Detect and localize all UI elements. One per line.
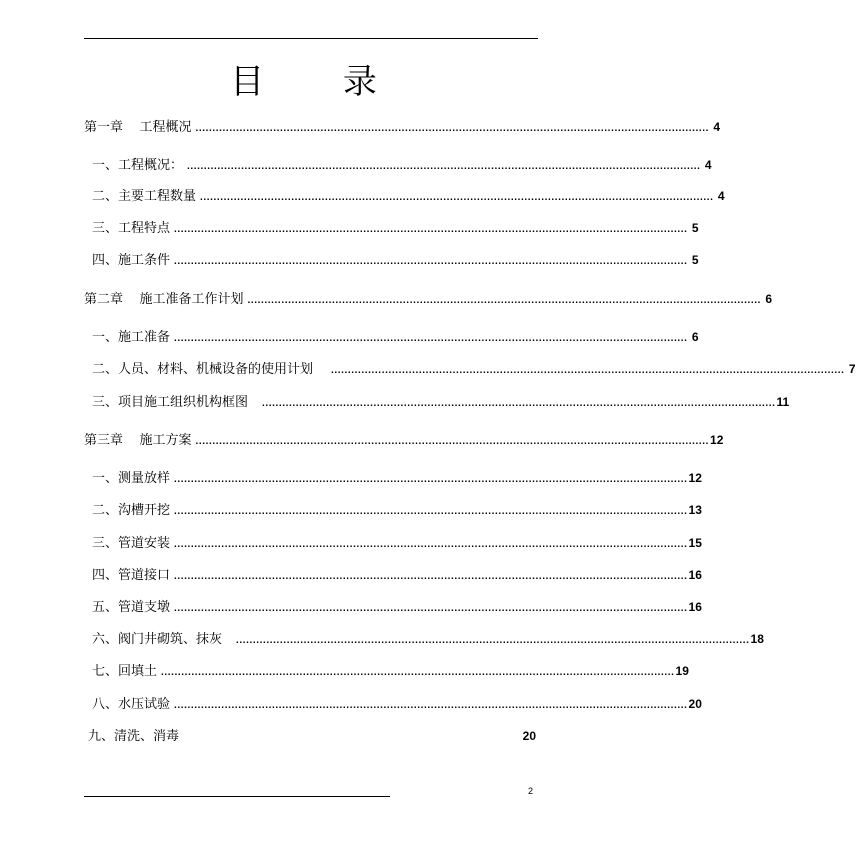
toc-entry-label: 一、施工准备 <box>92 330 171 345</box>
toc-entry[interactable] <box>92 186 725 206</box>
dot-leader: ........................................................................................................................................................ <box>200 192 714 203</box>
toc-entry-label: 三、项目施工组织机构框图 <box>92 395 249 410</box>
toc-entry-page: 16 <box>688 568 702 582</box>
toc-entry[interactable] <box>92 155 712 175</box>
dot-leader: ........................................................................................................................................................ <box>247 295 762 306</box>
toc-entry-label: 三、工程特点 <box>92 221 171 236</box>
toc-entry[interactable] <box>92 597 702 617</box>
toc-entry-label: 一、测量放样 <box>92 471 171 486</box>
toc-entry[interactable] <box>92 327 699 347</box>
dot-leader: ........................................................................................................................................................ <box>174 700 688 711</box>
toc-entry[interactable] <box>92 392 790 412</box>
toc-entry-label: 第三章 施工方案 <box>84 433 192 448</box>
dot-leader: ........................................................................................................................................................ <box>187 161 701 172</box>
toc-entry-page: 4 <box>704 158 712 172</box>
dot-leader: ........................................................................................................................................................ <box>331 365 845 376</box>
dot-leader: ........................................................................................................................................................ <box>174 603 688 614</box>
toc-entry-label: 二、人员、材料、机械设备的使用计划 <box>92 362 314 377</box>
toc-entry-page: 18 <box>750 632 764 646</box>
toc-entry[interactable] <box>92 629 764 649</box>
toc-entry[interactable] <box>88 726 536 746</box>
toc-entry[interactable] <box>92 359 856 379</box>
toc-entry[interactable] <box>92 661 689 681</box>
toc-entry-label: 二、沟槽开挖 <box>92 503 171 518</box>
dot-leader: ........................................................................................................................................................ <box>161 667 675 678</box>
toc-entry-page: 16 <box>688 600 702 614</box>
toc-entry-page: 4 <box>717 189 725 203</box>
toc-entry-label: 三、管道安装 <box>92 536 171 551</box>
toc-entry-page: 4 <box>713 120 721 134</box>
dot-leader: ........................................................................................................................................................ <box>262 398 776 409</box>
toc-entry[interactable] <box>92 250 699 270</box>
toc-entry-label: 二、主要工程数量 <box>92 189 197 204</box>
toc-entry-label: 第一章 工程概况 <box>84 120 192 135</box>
page-number: 2 <box>528 786 534 796</box>
toc-entry-page: 20 <box>522 729 536 743</box>
toc-entry-label: 九、清洗、消毒 <box>88 729 180 744</box>
toc-entry-page: 12 <box>710 433 724 447</box>
dot-leader: ........................................................................................................................................................ <box>174 506 688 517</box>
toc-entry-chapter-3[interactable] <box>84 430 724 450</box>
toc-entry-page: 20 <box>688 697 702 711</box>
toc-entry-page: 13 <box>688 503 702 517</box>
toc-entry-page: 5 <box>691 221 699 235</box>
dot-leader: ........................................................................................................................................................ <box>174 539 688 550</box>
toc-entry[interactable] <box>92 565 702 585</box>
toc-entry-page: 5 <box>691 253 699 267</box>
toc-entry-page: 6 <box>691 330 699 344</box>
dot-leader: ........................................................................................................................................................ <box>174 333 688 344</box>
toc-title: 目 录 <box>230 62 411 102</box>
toc-entry-label: 六、阀门井砌筑、抹灰 <box>92 632 223 647</box>
dot-leader: ........................................................................................................................................................ <box>195 123 710 134</box>
dot-leader: ........................................................................................................................................................ <box>174 256 688 267</box>
toc-entry-chapter-2[interactable] <box>84 289 773 309</box>
toc-entry-page: 6 <box>765 292 773 306</box>
toc-entry-label: 五、管道支墩 <box>92 600 171 615</box>
toc-entry-page: 11 <box>776 395 790 409</box>
toc-entry-label: 一、工程概况： <box>92 158 184 173</box>
toc-entry[interactable] <box>92 533 702 553</box>
footer-rule <box>84 796 390 797</box>
toc-entry[interactable] <box>92 500 702 520</box>
toc-entry[interactable] <box>92 694 702 714</box>
toc-entry-label: 四、施工条件 <box>92 253 171 268</box>
toc-entry-page: 12 <box>688 471 702 485</box>
toc-entry-label: 八、水压试验 <box>92 697 171 712</box>
dot-leader: ........................................................................................................................................................ <box>174 571 688 582</box>
toc-entry-label: 七、回填土 <box>92 664 158 679</box>
toc-entry[interactable] <box>92 468 702 488</box>
toc-entry-page: 7 <box>848 362 856 376</box>
dot-leader: ........................................................................................................................................................ <box>174 224 688 235</box>
dot-leader: ........................................................................................................................................................ <box>174 474 688 485</box>
toc-entry-page: 15 <box>688 536 702 550</box>
toc-entry-chapter-1[interactable] <box>84 117 721 137</box>
dot-leader: ........................................................................................................................................................ <box>236 635 750 646</box>
dot-leader: ........................................................................................................................................................ <box>195 436 710 447</box>
toc-entry-page: 19 <box>675 664 689 678</box>
toc-entry-label: 四、管道接口 <box>92 568 171 583</box>
toc-entry[interactable] <box>92 218 699 238</box>
toc-entry-label: 第二章 施工准备工作计划 <box>84 292 244 307</box>
